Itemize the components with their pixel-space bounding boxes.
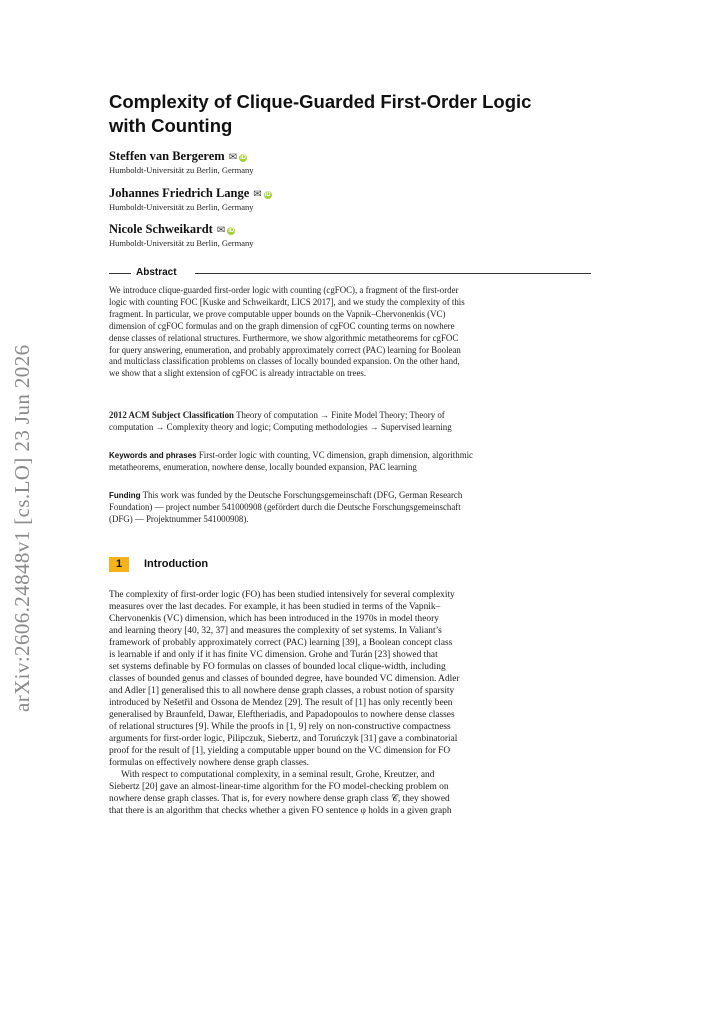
abstract-line: and multiclass classification problems on classes of locally bounded expansion. On the other hand, [109,356,460,367]
intro-line: proof for the result of [1], yielding a computable upper bound on the VC dimension for FO [109,746,451,756]
arxiv-identifier-stamp: arXiv:2606.24848v1 [cs.LO] 23 Jun 2026 [10,344,34,712]
keywords-line: metatheorems, enumeration, nowhere dense, locally bounded expansion, PAC learning [109,461,417,472]
intro-line: nowhere dense graph classes. That is, for every nowhere dense graph class 𝒞, they showed [109,794,450,804]
intro-line: With respect to computational complexity, in a seminal result, Grohe, Kreutzer, and [121,770,435,780]
section-title: Introduction [144,558,209,570]
divider [195,273,591,274]
abstract-line: dimension of cgFOC formulas and on the graph dimension of cgFOC counting terms on nowhere [109,320,455,331]
mail-icon[interactable]: ✉ [253,189,262,200]
intro-line: that there is an algorithm that checks whether a given FO sentence φ holds in a given graph [109,806,452,816]
divider [109,273,131,274]
intro-line: The complexity of first-order logic (FO) has been studied intensively for several complexity [109,590,455,600]
intro-line: generalised by Braunfeld, Dawar, Eleftheriadis, and Papadopoulos to nowhere dense classes [109,710,455,720]
acm-line: computation → Complexity theory and logic; Computing methodologies → Supervised learning [109,421,452,432]
author-name: Steffen van Bergerem [109,149,225,163]
intro-line: Chervonenkis (VC) dimension, which has been introduced in the 1970s in model theory [109,614,439,624]
acm-classification [109,410,591,434]
acm-line: Theory of computation → Finite Model Theory; Theory of [236,410,445,420]
funding-block [109,490,591,526]
paper-title [109,90,591,138]
keywords-line: First-order logic with counting, VC dimension, graph dimension, algorithmic [198,450,474,460]
author-affiliation: Humboldt-Universität zu Berlin, Germany [109,202,254,212]
title-line-2: with Counting [109,115,233,136]
abstract-heading: Abstract [136,267,177,278]
abstract-line: We introduce clique-guarded first-order logic with counting (cgFOC), a fragment of the first-order [109,285,459,295]
intro-line: arguments for first-order logic, Pilipczuk, Siebertz, and Toruńczyk [31] gave a combinatorial [109,734,458,744]
intro-line: introduced by Nešetřil and Ossona de Mendez [29]. The result of [1] has only recently been [109,698,453,708]
funding-line: This work was funded by the Deutsche Forschungsgemeinschaft (DFG, German Research [142,490,463,500]
abstract-heading-rule [109,267,591,279]
intro-line: set systems definable by FO formulas on classes of bounded local clique-width, including [109,662,446,672]
introduction-text [109,589,591,817]
intro-line: framework of probably approximately correct (PAC) learning [39], a Boolean concept class [109,638,453,648]
funding-line: Foundation) — project number 541000908 (gefördert durch die Deutsche Forschungsgemeinschaft [109,501,461,512]
abstract-line: fragment. In particular, we prove computable upper bounds on the Vapnik–Chervonenkis (VC) [109,308,446,319]
orcid-icon[interactable]: iD [228,228,235,234]
section-heading [109,557,591,573]
abstract-text [109,285,591,380]
author-block [109,222,591,249]
funding-line: (DFG) — Projektnummer 541000908). [109,513,249,524]
keywords-label: Keywords and phrases [109,451,197,460]
author-name: Johannes Friedrich Lange [109,186,250,200]
author-block [109,186,591,213]
author-block [109,149,591,176]
intro-line: measures over the last decades. For example, it has been studied in terms of the Vapnik– [109,602,441,612]
intro-line: Siebertz [20] gave an almost-linear-time algorithm for the FO model-checking problem on [109,782,449,792]
author-affiliation: Humboldt-Universität zu Berlin, Germany [109,165,254,175]
orcid-icon[interactable]: iD [264,192,271,198]
mail-icon[interactable]: ✉ [228,152,238,163]
abstract-line: we show that a slight extension of cgFOC is already intractable on trees. [109,368,367,379]
orcid-icon[interactable]: iD [240,155,247,161]
abstract-line: for query answering, enumeration, and probably approximately correct (PAC) learning for Boolean [109,344,461,355]
intro-line: and learning theory [40, 32, 37] and measures the complexity of set systems. In Valiant’s [109,626,442,636]
intro-line: classes of bounded genus and classes of bounded degree, have bounded VC dimension. Adler [109,674,460,684]
intro-line: formulas on effectively nowhere dense graph classes. [109,758,310,768]
section-number: 1 [109,557,129,572]
title-line-1: Complexity of Clique-Guarded First-Order Logic [109,91,532,112]
keywords-block [109,450,591,474]
abstract-line: logic with counting FOC [Kuske and Schweikardt, LICS 2017], and we study the complexity of this [109,296,465,307]
author-name: Nicole Schweikardt [109,222,213,236]
acm-label: 2012 ACM Subject Classification [109,410,234,420]
intro-line: is learnable if and only if it has finite VC dimension. Grohe and Turán [23] showed that [109,650,438,660]
mail-icon[interactable]: ✉ [216,225,226,236]
funding-label: Funding [109,491,141,500]
intro-line: and Adler [1] generalised this to all nowhere dense graph classes, a robust notion of sparsity [109,686,455,696]
intro-line: of relational structures [9]. While the proofs in [1, 9] rely on non-constructive compactness [109,722,451,732]
abstract-line: dense classes of relational structures. Furthermore, we show algorithmic metatheorems for cgFOC [109,332,459,343]
author-affiliation: Humboldt-Universität zu Berlin, Germany [109,238,254,248]
